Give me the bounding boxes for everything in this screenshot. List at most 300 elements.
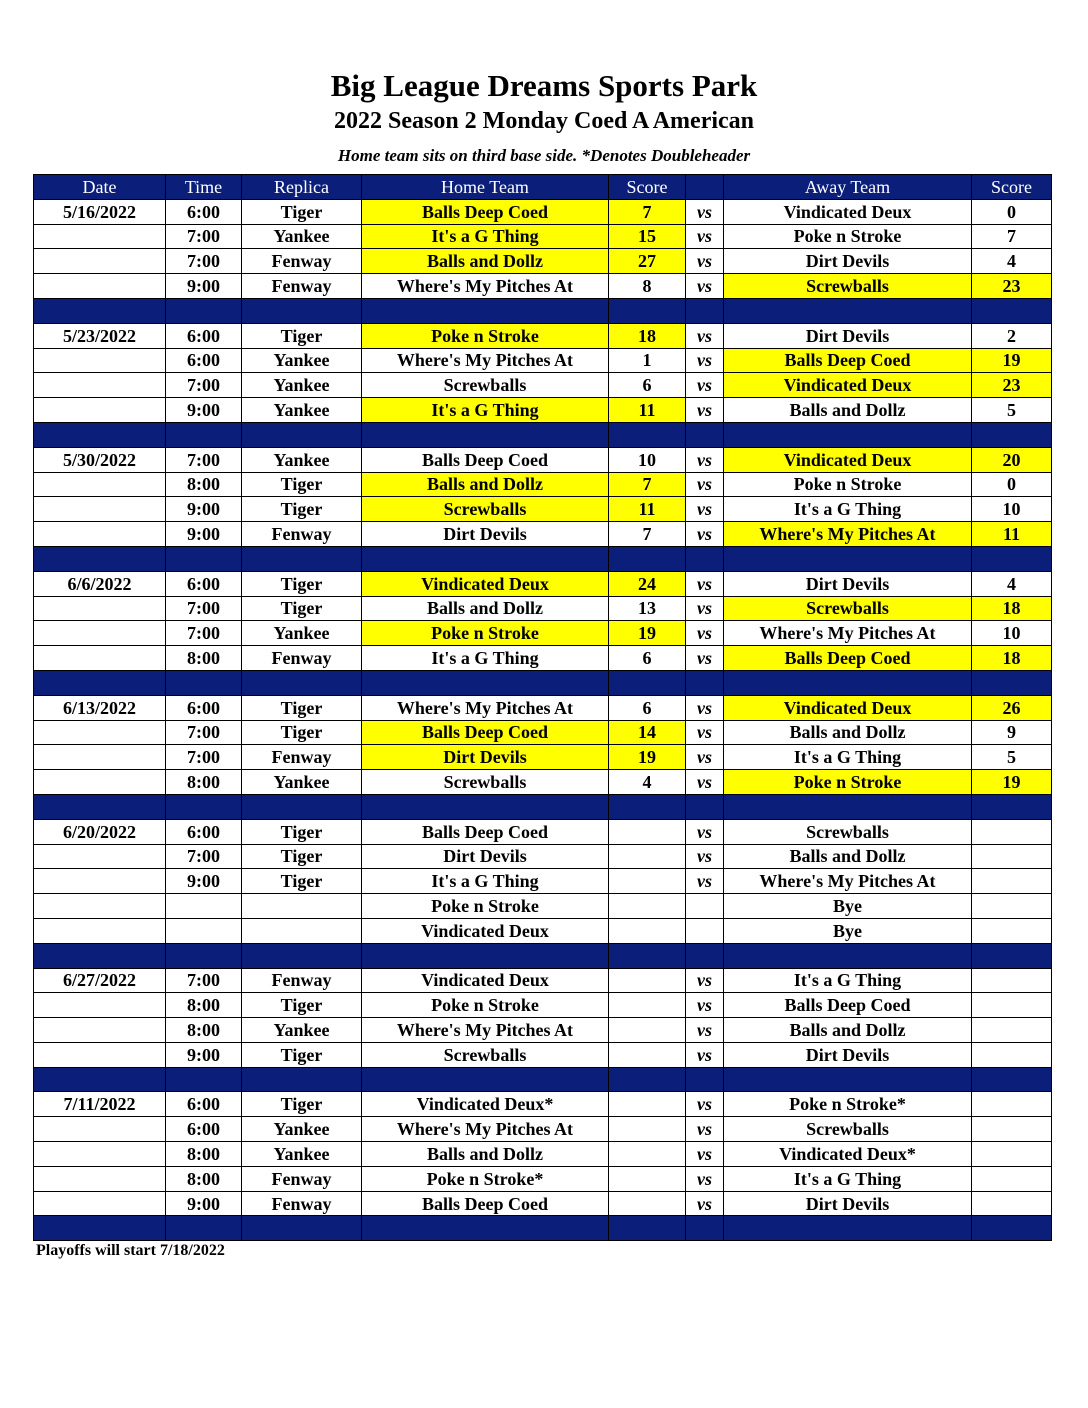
separator-cell — [34, 422, 166, 447]
separator-cell — [242, 422, 362, 447]
away-score: 2 — [972, 323, 1052, 348]
away-score — [972, 993, 1052, 1018]
home-score: 7 — [609, 199, 686, 224]
separator-cell — [362, 670, 609, 695]
game-replica: Yankee — [242, 1117, 362, 1142]
game-date: 6/13/2022 — [34, 695, 166, 720]
away-score — [972, 1166, 1052, 1191]
game-replica: Fenway — [242, 274, 362, 299]
game-replica: Tiger — [242, 199, 362, 224]
home-score — [609, 1018, 686, 1043]
table-row — [34, 720, 1052, 745]
separator-cell — [686, 422, 724, 447]
game-time: 8:00 — [166, 1166, 242, 1191]
home-team: Balls Deep Coed — [362, 447, 609, 472]
table-row — [34, 472, 1052, 497]
home-score: 19 — [609, 745, 686, 770]
table-row — [34, 1018, 1052, 1043]
vs-label: vs — [686, 993, 724, 1018]
home-score — [609, 918, 686, 943]
away-team: Balls and Dollz — [724, 844, 972, 869]
separator-cell — [972, 1067, 1052, 1092]
game-date-empty — [34, 844, 166, 869]
separator-cell — [242, 1216, 362, 1241]
away-score — [972, 1191, 1052, 1216]
game-replica: Yankee — [242, 398, 362, 423]
table-row — [34, 249, 1052, 274]
vs-label: vs — [686, 472, 724, 497]
table-row — [34, 1191, 1052, 1216]
game-date: 6/20/2022 — [34, 819, 166, 844]
vs-label: vs — [686, 224, 724, 249]
game-date-empty — [34, 621, 166, 646]
home-team: Where's My Pitches At — [362, 1117, 609, 1142]
home-score — [609, 1117, 686, 1142]
table-row — [34, 695, 1052, 720]
separator-cell — [166, 422, 242, 447]
game-replica: Yankee — [242, 447, 362, 472]
home-team: Vindicated Deux — [362, 571, 609, 596]
separator-cell — [242, 298, 362, 323]
separator-cell — [972, 943, 1052, 968]
vs-label: vs — [686, 373, 724, 398]
vs-label: vs — [686, 348, 724, 373]
table-row — [34, 274, 1052, 299]
game-replica: Fenway — [242, 249, 362, 274]
table-row — [34, 522, 1052, 547]
week-separator-row — [34, 794, 1052, 819]
vs-label: vs — [686, 621, 724, 646]
home-score — [609, 1191, 686, 1216]
game-time: 8:00 — [166, 1142, 242, 1167]
away-team: Poke n Stroke — [724, 770, 972, 795]
away-team: Bye — [724, 894, 972, 919]
game-date-empty — [34, 274, 166, 299]
home-team: Dirt Devils — [362, 844, 609, 869]
separator-cell — [34, 546, 166, 571]
away-team: Vindicated Deux — [724, 695, 972, 720]
table-row — [34, 1092, 1052, 1117]
away-score — [972, 918, 1052, 943]
table-row — [34, 571, 1052, 596]
game-date-empty — [34, 1117, 166, 1142]
separator-cell — [362, 298, 609, 323]
game-time: 9:00 — [166, 522, 242, 547]
col-header-replica: Replica — [242, 175, 362, 200]
game-time: 6:00 — [166, 571, 242, 596]
away-team: Poke n Stroke — [724, 472, 972, 497]
table-row — [34, 596, 1052, 621]
home-team: Poke n Stroke — [362, 621, 609, 646]
away-team: Balls Deep Coed — [724, 646, 972, 671]
separator-cell — [724, 1067, 972, 1092]
game-time: 7:00 — [166, 224, 242, 249]
vs-label: vs — [686, 720, 724, 745]
separator-cell — [242, 1067, 362, 1092]
game-time — [166, 918, 242, 943]
separator-cell — [242, 670, 362, 695]
separator-cell — [34, 943, 166, 968]
game-date-empty — [34, 1042, 166, 1067]
separator-cell — [686, 546, 724, 571]
game-replica: Tiger — [242, 819, 362, 844]
table-row — [34, 968, 1052, 993]
separator-cell — [362, 1216, 609, 1241]
separator-cell — [34, 670, 166, 695]
game-time: 6:00 — [166, 695, 242, 720]
table-row — [34, 1117, 1052, 1142]
away-team: Dirt Devils — [724, 1042, 972, 1067]
home-score — [609, 1092, 686, 1117]
away-team: Bye — [724, 918, 972, 943]
game-replica: Tiger — [242, 596, 362, 621]
game-replica: Tiger — [242, 993, 362, 1018]
game-time: 7:00 — [166, 745, 242, 770]
vs-label: vs — [686, 596, 724, 621]
away-team: It's a G Thing — [724, 745, 972, 770]
separator-cell — [609, 794, 686, 819]
home-team: It's a G Thing — [362, 869, 609, 894]
table-row — [34, 844, 1052, 869]
away-score — [972, 869, 1052, 894]
separator-cell — [609, 546, 686, 571]
game-time: 9:00 — [166, 869, 242, 894]
home-score: 13 — [609, 596, 686, 621]
game-date: 5/16/2022 — [34, 199, 166, 224]
separator-cell — [972, 1216, 1052, 1241]
home-team: It's a G Thing — [362, 398, 609, 423]
game-replica: Yankee — [242, 373, 362, 398]
game-time: 8:00 — [166, 770, 242, 795]
home-score: 19 — [609, 621, 686, 646]
game-time: 7:00 — [166, 844, 242, 869]
vs-label: vs — [686, 497, 724, 522]
vs-label: vs — [686, 1142, 724, 1167]
game-replica: Tiger — [242, 497, 362, 522]
separator-cell — [242, 794, 362, 819]
away-score: 19 — [972, 770, 1052, 795]
game-date-empty — [34, 373, 166, 398]
separator-cell — [686, 670, 724, 695]
home-team: Poke n Stroke — [362, 993, 609, 1018]
away-team: Screwballs — [724, 274, 972, 299]
away-team: Balls Deep Coed — [724, 348, 972, 373]
vs-label: vs — [686, 646, 724, 671]
game-time: 7:00 — [166, 621, 242, 646]
away-team: Dirt Devils — [724, 1191, 972, 1216]
table-row — [34, 348, 1052, 373]
separator-cell — [686, 1067, 724, 1092]
separator-cell — [724, 794, 972, 819]
game-replica: Yankee — [242, 224, 362, 249]
away-score: 26 — [972, 695, 1052, 720]
separator-cell — [724, 943, 972, 968]
table-row — [34, 819, 1052, 844]
home-team: Where's My Pitches At — [362, 695, 609, 720]
home-score: 4 — [609, 770, 686, 795]
table-row — [34, 869, 1052, 894]
game-replica: Fenway — [242, 522, 362, 547]
separator-cell — [166, 943, 242, 968]
home-score: 10 — [609, 447, 686, 472]
home-score: 24 — [609, 571, 686, 596]
separator-cell — [362, 943, 609, 968]
game-time: 9:00 — [166, 1042, 242, 1067]
away-score: 7 — [972, 224, 1052, 249]
table-row — [34, 770, 1052, 795]
game-date-empty — [34, 993, 166, 1018]
home-team: Screwballs — [362, 373, 609, 398]
separator-cell — [686, 943, 724, 968]
separator-cell — [609, 1216, 686, 1241]
game-time: 6:00 — [166, 1092, 242, 1117]
home-score — [609, 1166, 686, 1191]
game-time: 9:00 — [166, 398, 242, 423]
col-header-home-team: Home Team — [362, 175, 609, 200]
game-date-empty — [34, 745, 166, 770]
vs-label: vs — [686, 447, 724, 472]
table-row — [34, 497, 1052, 522]
table-row — [34, 1142, 1052, 1167]
home-team: Balls Deep Coed — [362, 819, 609, 844]
home-score: 11 — [609, 398, 686, 423]
col-header-vs — [686, 175, 724, 200]
away-score — [972, 1092, 1052, 1117]
game-date-empty — [34, 1166, 166, 1191]
home-team: Balls Deep Coed — [362, 199, 609, 224]
separator-cell — [609, 943, 686, 968]
col-header-away-team: Away Team — [724, 175, 972, 200]
home-score: 1 — [609, 348, 686, 373]
away-score: 23 — [972, 274, 1052, 299]
game-replica: Tiger — [242, 1092, 362, 1117]
col-header-date: Date — [34, 175, 166, 200]
game-date: 6/6/2022 — [34, 571, 166, 596]
home-team: Where's My Pitches At — [362, 1018, 609, 1043]
away-team: Balls and Dollz — [724, 1018, 972, 1043]
away-score: 19 — [972, 348, 1052, 373]
separator-cell — [362, 546, 609, 571]
game-time: 6:00 — [166, 819, 242, 844]
vs-label — [686, 894, 724, 919]
home-team: Where's My Pitches At — [362, 274, 609, 299]
game-date-empty — [34, 249, 166, 274]
separator-cell — [242, 943, 362, 968]
game-time — [166, 894, 242, 919]
away-team: It's a G Thing — [724, 1166, 972, 1191]
away-score: 10 — [972, 497, 1052, 522]
game-replica: Tiger — [242, 869, 362, 894]
away-score: 4 — [972, 571, 1052, 596]
home-team: Vindicated Deux* — [362, 1092, 609, 1117]
separator-cell — [166, 546, 242, 571]
separator-cell — [724, 546, 972, 571]
game-replica: Fenway — [242, 646, 362, 671]
separator-cell — [972, 794, 1052, 819]
vs-label: vs — [686, 819, 724, 844]
col-header-away-score: Score — [972, 175, 1052, 200]
game-replica: Yankee — [242, 621, 362, 646]
home-score — [609, 993, 686, 1018]
home-team: It's a G Thing — [362, 224, 609, 249]
home-score: 27 — [609, 249, 686, 274]
week-separator-row — [34, 1067, 1052, 1092]
table-row — [34, 373, 1052, 398]
game-replica: Fenway — [242, 745, 362, 770]
table-row — [34, 993, 1052, 1018]
game-time: 9:00 — [166, 274, 242, 299]
week-separator-row — [34, 298, 1052, 323]
home-team: Poke n Stroke — [362, 323, 609, 348]
separator-cell — [362, 1067, 609, 1092]
game-time: 8:00 — [166, 472, 242, 497]
separator-cell — [34, 1216, 166, 1241]
away-team: Balls and Dollz — [724, 398, 972, 423]
game-date-empty — [34, 472, 166, 497]
separator-cell — [362, 794, 609, 819]
away-score: 23 — [972, 373, 1052, 398]
game-time: 8:00 — [166, 646, 242, 671]
vs-label: vs — [686, 1042, 724, 1067]
vs-label: vs — [686, 274, 724, 299]
home-score: 7 — [609, 472, 686, 497]
game-time: 7:00 — [166, 249, 242, 274]
week-separator-row — [34, 422, 1052, 447]
home-team: Balls and Dollz — [362, 596, 609, 621]
separator-cell — [609, 670, 686, 695]
separator-cell — [34, 298, 166, 323]
game-date-empty — [34, 522, 166, 547]
away-score: 18 — [972, 646, 1052, 671]
away-team: Vindicated Deux* — [724, 1142, 972, 1167]
vs-label: vs — [686, 968, 724, 993]
away-score: 0 — [972, 199, 1052, 224]
away-score: 10 — [972, 621, 1052, 646]
separator-cell — [686, 1216, 724, 1241]
home-score: 11 — [609, 497, 686, 522]
table-row — [34, 199, 1052, 224]
vs-label: vs — [686, 844, 724, 869]
home-score: 15 — [609, 224, 686, 249]
game-replica: Tiger — [242, 720, 362, 745]
table-row — [34, 447, 1052, 472]
vs-label: vs — [686, 522, 724, 547]
separator-cell — [609, 422, 686, 447]
home-team: Balls Deep Coed — [362, 1191, 609, 1216]
separator-cell — [166, 1067, 242, 1092]
home-score: 6 — [609, 373, 686, 398]
away-team: Vindicated Deux — [724, 373, 972, 398]
game-date-empty — [34, 770, 166, 795]
vs-label: vs — [686, 695, 724, 720]
table-row — [34, 621, 1052, 646]
home-team: Screwballs — [362, 770, 609, 795]
away-team: Balls and Dollz — [724, 720, 972, 745]
separator-cell — [166, 1216, 242, 1241]
game-time: 7:00 — [166, 596, 242, 621]
game-date: 5/23/2022 — [34, 323, 166, 348]
separator-cell — [362, 422, 609, 447]
game-replica: Yankee — [242, 1018, 362, 1043]
away-team: Vindicated Deux — [724, 199, 972, 224]
game-time: 9:00 — [166, 1191, 242, 1216]
separator-cell — [724, 670, 972, 695]
separator-cell — [166, 670, 242, 695]
game-time: 8:00 — [166, 1018, 242, 1043]
separator-cell — [34, 1067, 166, 1092]
separator-cell — [242, 546, 362, 571]
game-replica: Tiger — [242, 844, 362, 869]
game-time: 7:00 — [166, 720, 242, 745]
table-row — [34, 918, 1052, 943]
separator-cell — [972, 298, 1052, 323]
week-separator-row — [34, 670, 1052, 695]
vs-label: vs — [686, 398, 724, 423]
week-separator-row — [34, 943, 1052, 968]
away-score — [972, 968, 1052, 993]
home-team: Dirt Devils — [362, 745, 609, 770]
vs-label — [686, 918, 724, 943]
page-title: Big League Dreams Sports Park — [330, 68, 758, 103]
table-row — [34, 894, 1052, 919]
game-date-empty — [34, 348, 166, 373]
table-row — [34, 323, 1052, 348]
away-team: Screwballs — [724, 1117, 972, 1142]
away-score: 5 — [972, 745, 1052, 770]
away-team: Dirt Devils — [724, 571, 972, 596]
vs-label: vs — [686, 1117, 724, 1142]
away-team: Where's My Pitches At — [724, 522, 972, 547]
home-team: Dirt Devils — [362, 522, 609, 547]
game-date: 7/11/2022 — [34, 1092, 166, 1117]
home-score — [609, 1042, 686, 1067]
away-score — [972, 844, 1052, 869]
home-team: Where's My Pitches At — [362, 348, 609, 373]
playoffs-note: Playoffs will start 7/18/2022 — [36, 1242, 225, 1259]
away-team: Poke n Stroke — [724, 224, 972, 249]
home-team: Vindicated Deux — [362, 968, 609, 993]
schedule-table — [33, 174, 1052, 1241]
away-score — [972, 1142, 1052, 1167]
table-row — [34, 1166, 1052, 1191]
game-time: 6:00 — [166, 199, 242, 224]
vs-label: vs — [686, 571, 724, 596]
table-header-row — [34, 175, 1052, 200]
game-date-empty — [34, 720, 166, 745]
game-replica: Tiger — [242, 695, 362, 720]
vs-label: vs — [686, 199, 724, 224]
game-replica: Yankee — [242, 348, 362, 373]
away-score — [972, 1117, 1052, 1142]
home-score: 6 — [609, 695, 686, 720]
separator-cell — [724, 1216, 972, 1241]
home-team: Vindicated Deux — [362, 918, 609, 943]
away-score: 4 — [972, 249, 1052, 274]
game-date-empty — [34, 918, 166, 943]
separator-cell — [166, 794, 242, 819]
away-team: Dirt Devils — [724, 323, 972, 348]
vs-label: vs — [686, 323, 724, 348]
game-replica: Yankee — [242, 1142, 362, 1167]
away-team: Dirt Devils — [724, 249, 972, 274]
game-date-empty — [34, 894, 166, 919]
game-replica — [242, 918, 362, 943]
away-team: Where's My Pitches At — [724, 869, 972, 894]
game-date-empty — [34, 1142, 166, 1167]
away-team: It's a G Thing — [724, 968, 972, 993]
game-replica — [242, 894, 362, 919]
home-team: Poke n Stroke* — [362, 1166, 609, 1191]
